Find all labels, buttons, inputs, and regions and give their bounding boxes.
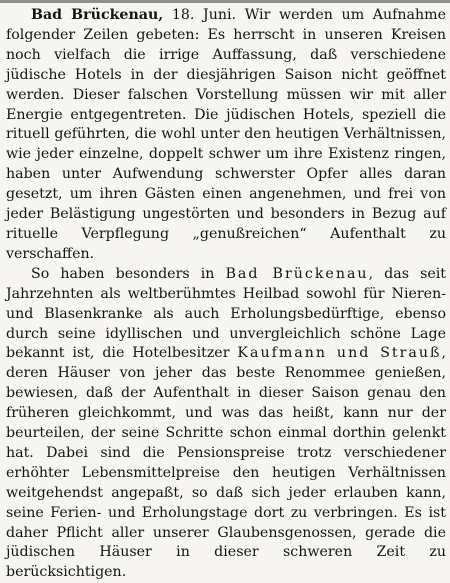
paragraph-1-text: Wir werden um Aufnahme folgender Zeilen gebeten: Es herrscht in unseren Kreisen noch vielfach die irrige Auffassung, daß verschiedene jüdische Hotels in der diesjährigen Saison nicht geöffnet werden. Dieser falschen Vorstellung müssen wir mit aller Energie entgegentreten. Die jüdischen Hotels, speziell die rituell geführten, die wohl unter den heutigen Verhältnissen, wie jeder einzelne, doppelt schwer um ihre Existenz ringen, haben unter Aufwendung schwerster Opfer alles daran gesetzt, um ihren Gästen einen angenehmen, und frei von jeder Belästigung ungestörten und besonders in Bezug auf rituelle Verpflegung „genußreichen“ Aufenthalt zu verschaffen. [6, 7, 446, 262]
paragraph-1 [6, 6, 446, 265]
paragraph-2-text-b: , das seit Jahrzehnten als weltberühmtes Heilbad sowohl für Nieren- und Blasenkranke als auch Erholungsbedürftige, ebenso durch seine idyllischen und unvergleichlich schöne Lage bekannt ist, die Hotelbesitzer [6, 265, 446, 362]
dateline-place: Bad Brückenau, [31, 7, 164, 23]
paragraph-2-text-c: , deren Häuser von jeher das beste Renommee genießen, bewiesen, daß der Aufenthalt in dieser Saison genau den früheren gleichkommt, und was das heißt, kann nur der beurteilen, der seine Schritte schon einmal dorthin gelenkt hat. Dabei sind die Pensionspreise trotz verschiedener erhöhter Lebensmittelpreise den heutigen Verhältnissen weitgehendst angepaßt, so daß sich jeder erlauben kann, seine Ferien- und Erholungstage dort zu verbringen. Es ist daher Pflicht aller unserer Glaubensgenossen, gerade die jüdischen Häuser in dieser schweren Zeit zu berücksichtigen. [6, 345, 446, 581]
article-body [6, 6, 446, 583]
paragraph-2-text-a: So haben besonders in [31, 265, 226, 282]
column-top-rule [0, 0, 450, 3]
spaced-hotelier-names: Kaufmann und Strauß [237, 345, 442, 362]
spaced-place-name: Bad Brückenau [225, 265, 369, 282]
paragraph-2 [6, 265, 446, 583]
dateline-date: 18. Juni. [163, 7, 237, 23]
